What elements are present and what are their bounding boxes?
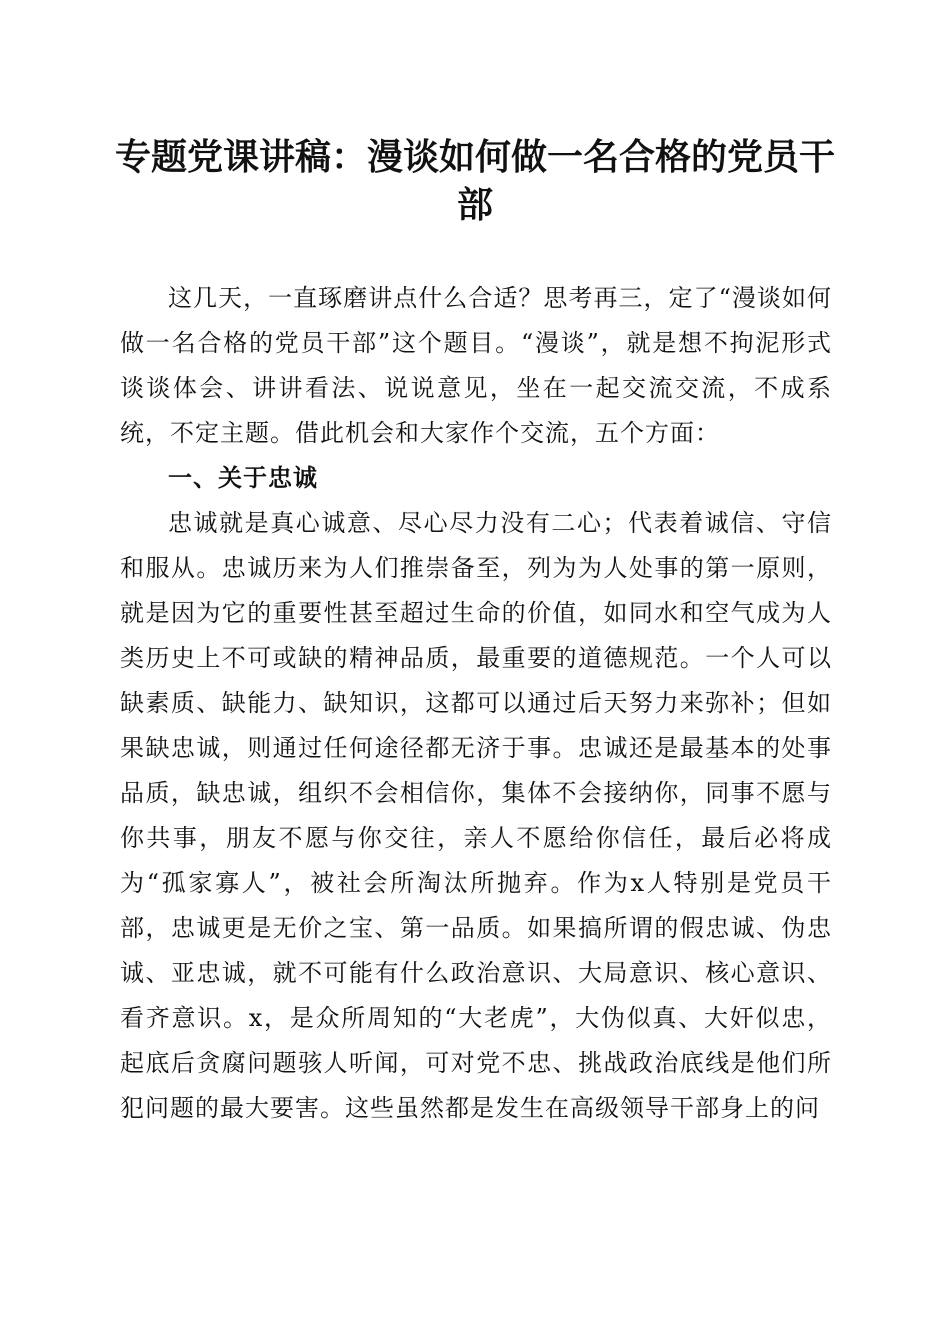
- section-paragraph-loyalty: 忠诚就是真心诚意、尽心尽力没有二心；代表着诚信、守信和服从。忠诚历来为人们推崇备至，列为为人处事的第一原则，就是因为它的重要性甚至超过生命的价值，如同水和空气成为人类历史上不可或缺的精神品质，最重要的道德规范。一个人可以缺素质、缺能力、缺知识，这都可以通过后天努力来弥补；但如果缺忠诚，则通过任何途径都无济于事。忠诚还是最基本的处事品质，缺忠诚，组织不会相信你，集体不会接纳你，同事不愿与你共事，朋友不愿与你交往，亲人不愿给你信任，最后必将成为“孤家寡人”，被社会所淘汰所抛弃。作为x人特别是党员干部，忠诚更是无价之宝、第一品质。如果搞所谓的假忠诚、伪忠诚、亚忠诚，就不可能有什么政治意识、大局意识、核心意识、看齐意识。x，是众所周知的“大老虎”，大伪似真、大奸似忠，起底后贪腐问题骇人听闻，可对党不忠、挑战政治底线是他们所犯问题的最大要害。这些虽然都是发生在高级领导干部身上的问: [120, 509, 832, 1122]
- document-body: [120, 276, 832, 1131]
- document-title: 专题党课讲稿：漫谈如何做一名合格的党员干部: [114, 137, 835, 226]
- section-heading-loyalty: 一、关于忠诚: [168, 464, 318, 492]
- intro-paragraph: 这几天，一直琢磨讲点什么合适？思考再三，定了“漫谈如何做一名合格的党员干部”这个题目。“漫谈”，就是想不拘泥形式谈谈体会、讲讲看法、说说意见，坐在一起交流交流，不成系统，不定主题。借此机会和大家作个交流，五个方面：: [120, 284, 832, 447]
